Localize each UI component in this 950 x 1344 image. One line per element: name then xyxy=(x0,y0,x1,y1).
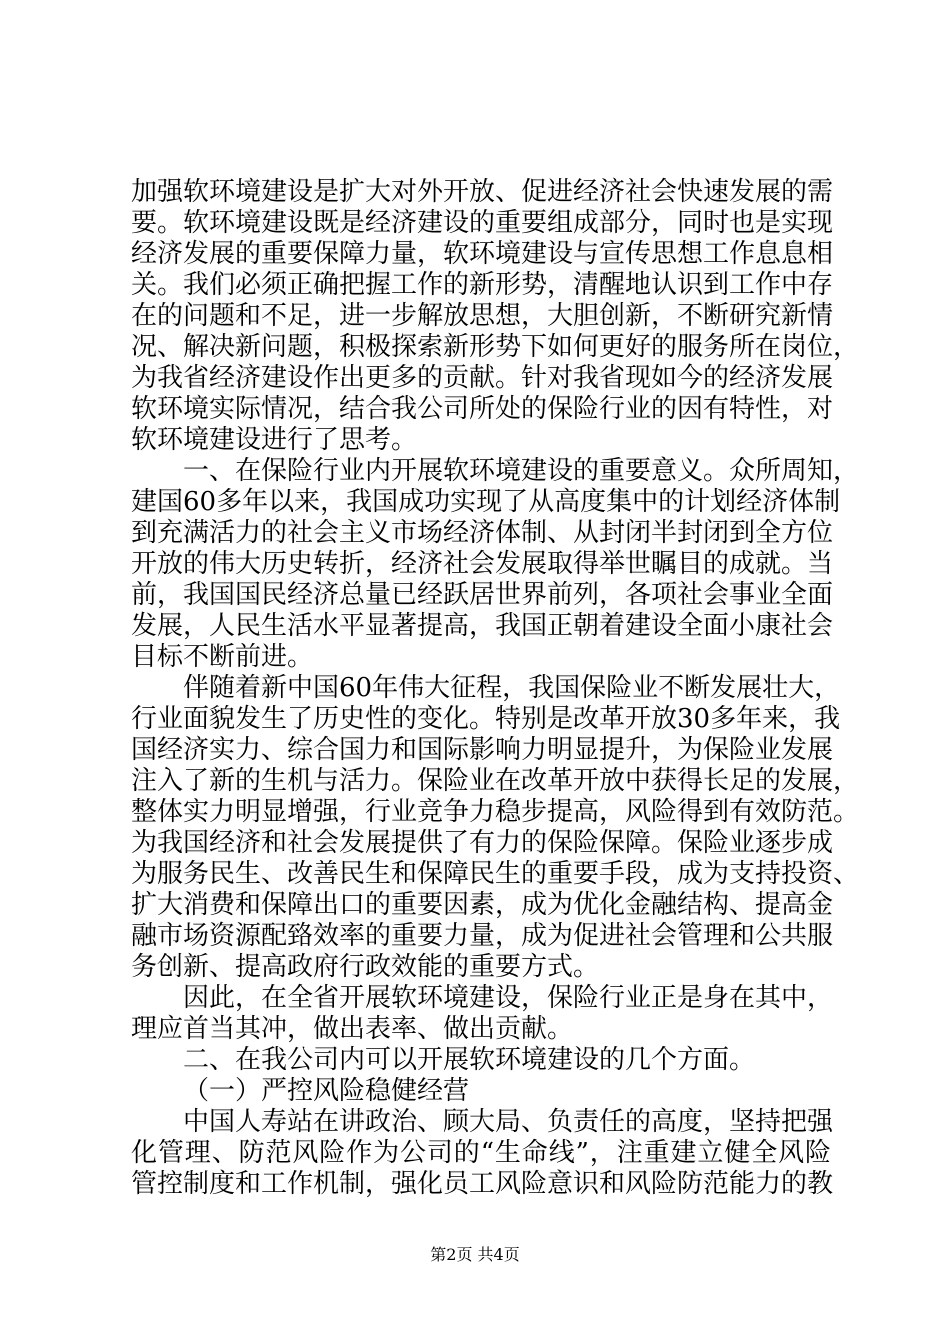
text-line: 扩大消费和保障出口的重要因素，成为优化金融结构、提高金 xyxy=(131,890,834,920)
document-body xyxy=(131,177,860,1200)
text-line: 务创新、提高政府行政效能的重要方式。 xyxy=(131,952,600,982)
text-line: 况、解决新问题，积极探索新形势下如何更好的服务所在岗位， xyxy=(131,332,860,362)
text-line: 软环境建设进行了思考。 xyxy=(131,425,418,455)
text-line: 发展，人民生活水平显著提高，我国正朝着建设全面小康社会 xyxy=(131,611,834,641)
text-line: 软环境实际情况，结合我公司所处的保险行业的因有特性，对 xyxy=(131,394,834,424)
text-line: 因此，在全省开展软环境建设，保险行业正是身在其中， xyxy=(183,983,834,1013)
text-line: 目标不断前进。 xyxy=(131,642,314,672)
text-line: 化管理、防范风险作为公司的“生命线”，注重建立健全风险 xyxy=(131,1138,831,1168)
text-line: 国经济实力、综合国力和国际影响力明显提升，为保险业发展 xyxy=(131,735,834,765)
text-line: 行业面貌发生了历史性的变化。特别是改革开放30多年来，我 xyxy=(131,704,841,734)
text-line: 在的问题和不足，进一步解放思想，大胆创新，不断研究新情 xyxy=(131,301,834,331)
page-number-footer xyxy=(0,1245,950,1265)
page-indicator: 第2页 共4页 xyxy=(430,1245,520,1264)
text-line: 为服务民生、改善民生和保障民生的重要手段，成为支持投资、 xyxy=(131,859,860,889)
text-line: 到充满活力的社会主义市场经济体制、从封闭半封闭到全方位 xyxy=(131,518,834,548)
text-line: （一）严控风险稳健经营 xyxy=(183,1076,470,1106)
text-line: 前，我国国民经济总量已经跃居世界前列，各项社会事业全面 xyxy=(131,580,834,610)
text-line: 开放的伟大历史转折，经济社会发展取得举世瞩目的成就。当 xyxy=(131,549,834,579)
text-line: 要。软环境建设既是经济建设的重要组成部分，同时也是实现 xyxy=(131,208,834,238)
text-line: 建国60多年以来，我国成功实现了从高度集中的计划经济体制 xyxy=(131,487,841,517)
text-line: 二、在我公司内可以开展软环境建设的几个方面。 xyxy=(183,1045,756,1075)
text-line: 关。我们必须正确把握工作的新形势，清醒地认识到工作中存 xyxy=(131,270,834,300)
text-line: 经济发展的重要保障力量，软环境建设与宣传思想工作息息相 xyxy=(131,239,834,269)
text-line: 为我国经济和社会发展提供了有力的保险保障。保险业逐步成 xyxy=(131,828,834,858)
text-line: 融市场资源配臵效率的重要力量，成为促进社会管理和公共服 xyxy=(131,921,834,951)
text-line: 理应首当其冲，做出表率、做出贡献。 xyxy=(131,1014,574,1044)
text-line: 注入了新的生机与活力。保险业在改革开放中获得长足的发展， xyxy=(131,766,860,796)
text-line: 整体实力明显增强，行业竞争力稳步提高，风险得到有效防范。 xyxy=(131,797,860,827)
text-line: 加强软环境建设是扩大对外开放、促进经济社会快速发展的需 xyxy=(131,177,834,207)
text-line: 中国人寿站在讲政治、顾大局、负责任的高度，坚持把强 xyxy=(183,1107,834,1137)
text-line: 伴随着新中国60年伟大征程，我国保险业不断发展壮大， xyxy=(183,673,841,703)
text-line: 管控制度和工作机制，强化员工风险意识和风险防范能力的教 xyxy=(131,1169,834,1199)
text-line: 一、在保险行业内开展软环境建设的重要意义。众所周知， xyxy=(183,456,860,486)
text-line: 为我省经济建设作出更多的贡献。针对我省现如今的经济发展 xyxy=(131,363,834,393)
